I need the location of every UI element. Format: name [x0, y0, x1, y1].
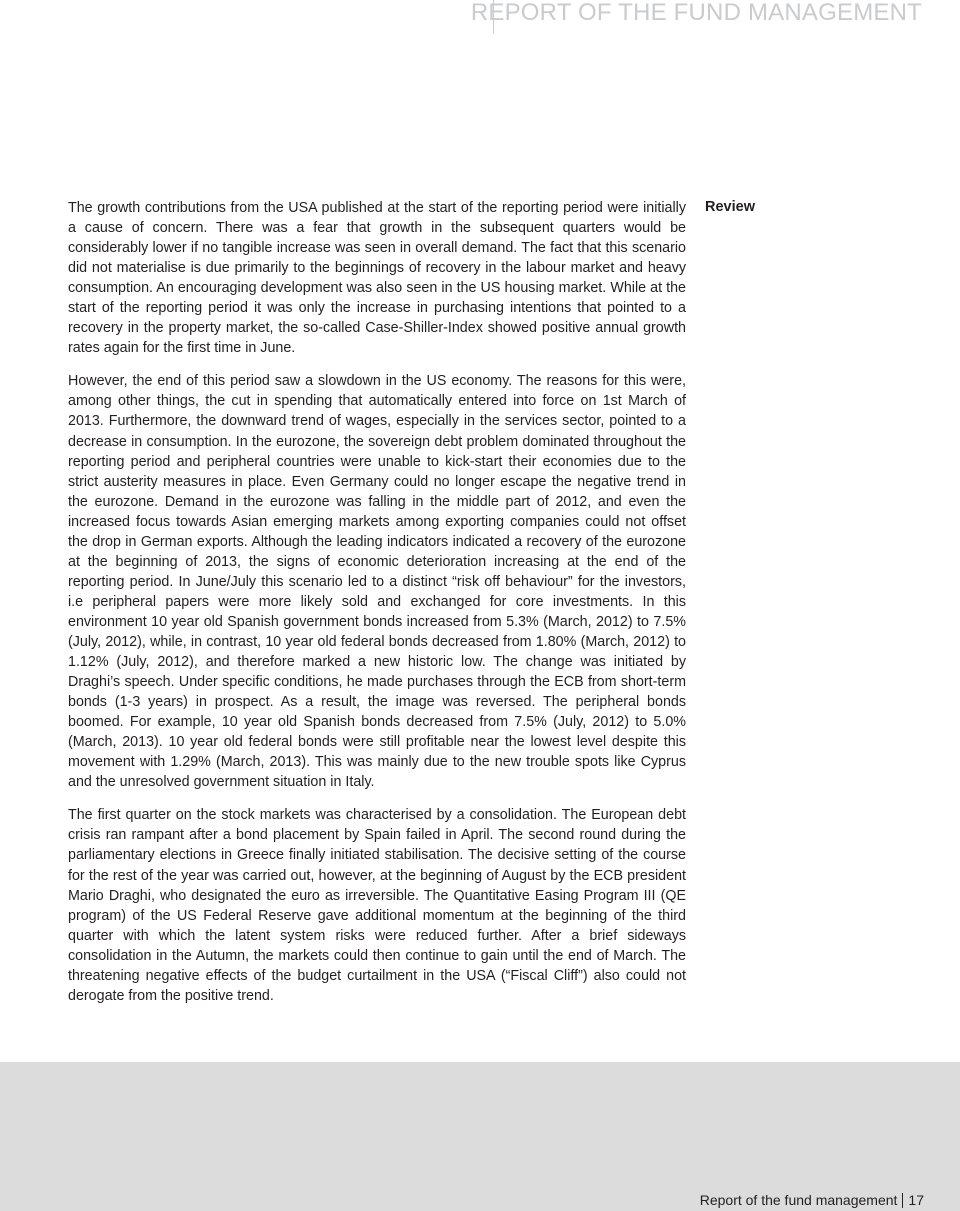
paragraph-3: The first quarter on the stock markets was characterised by a consolidation. The European debt crisis ran rampant after a bond placement by Spain failed in April. The second round during the parliamentary elections in Greece finally initiated stabilisation. The decisive setting of the course for the rest of the year was carried out, however, at the beginning of August by the ECB president Mario Draghi, who designated the euro as irreversible. The Quantitative Easing Program III (QE program) of the US Federal Reserve gave additional momentum at the beginning of the third quarter with which the latent system risks were reduced further. After a brief sideways consolidation in the Autumn, the markets could then continue to gain until the end of March. The threatening negative effects of the budget curtailment in the USA (“Fiscal Cliff”) also could not derogate from the positive trend.: [68, 807, 686, 1004]
footer-separator: [902, 1193, 903, 1208]
footer-band: [0, 1062, 960, 1211]
footer-label: Report of the fund management: [699, 1192, 898, 1208]
page-number: 17: [908, 1192, 924, 1208]
paragraph-1: The growth contributions from the USA published at the start of the reporting period were initially a cause of concern. There was a fear that growth in the subsequent quarters would be considerably lower if no tangible increase was seen in overall demand. The fact that this scenario did not materialise is due primarily to the beginnings of recovery in the labour market and heavy consumption. An encouraging development was also seen in the US housing market. While at the start of the reporting period it was only the increase in purchasing intentions that pointed to a recovery in the property market, the so-called Case-Shiller-Index showed positive annual growth rates again for the first time in June.: [68, 200, 686, 357]
paragraph-2: However, the end of this period saw a slowdown in the US economy. The reasons for this were, among other things, the cut in spending that automatically entered into force on 1st March of 2013. Furthermore, the downward trend of wages, especially in the services sector, pointed to a decrease in consumption. In the eurozone, the sovereign debt problem dominated throughout the reporting period and peripheral countries were unable to kick-start their economies due to the strict austerity measures in place. Even Germany could no longer escape the negative trend in the eurozone. Demand in the eurozone was falling in the middle part of 2012, and even the increased focus towards Asian emerging markets among exporting companies could not offset the drop in German exports. Although the leading indicators indicated a recovery of the eurozone at the beginning of 2013, the signs of economic deterioration increasing at the end of the reporting period. In June/July this scenario led to a distinct “risk off behaviour” for the investors, i.e peripheral papers were more likely sold and exchanged for core investments. In this environment 10 year old Spanish government bonds increased from 5.3% (March, 2012) to 7.5% (July, 2012), while, in contrast, 10 year old federal bonds decreased from 1.80% (March, 2012) to 1.12% (July, 2012), and therefore marked a new historic low. The change was initiated by Draghi’s speech. Under specific conditions, he made purchases through the ECB from short-term bonds (1-3 years) in prospect. As a result, the image was reversed. The peripheral bonds boomed. For example, 10 year old Spanish bonds decreased from 7.5% (July, 2012) to 5.0% (March, 2013). 10 year old federal bonds were still profitable near the lowest level despite this movement with 1.29% (March, 2013). This was mainly due to the new trouble spots like Cyprus and the unresolved government situation in Italy.: [68, 373, 686, 791]
article-body: [68, 198, 686, 1019]
page-footer: [700, 1192, 924, 1208]
page-header-title: REPORT OF THE FUND MANAGEMENT: [470, 0, 922, 26]
section-heading-review: Review: [705, 199, 755, 215]
